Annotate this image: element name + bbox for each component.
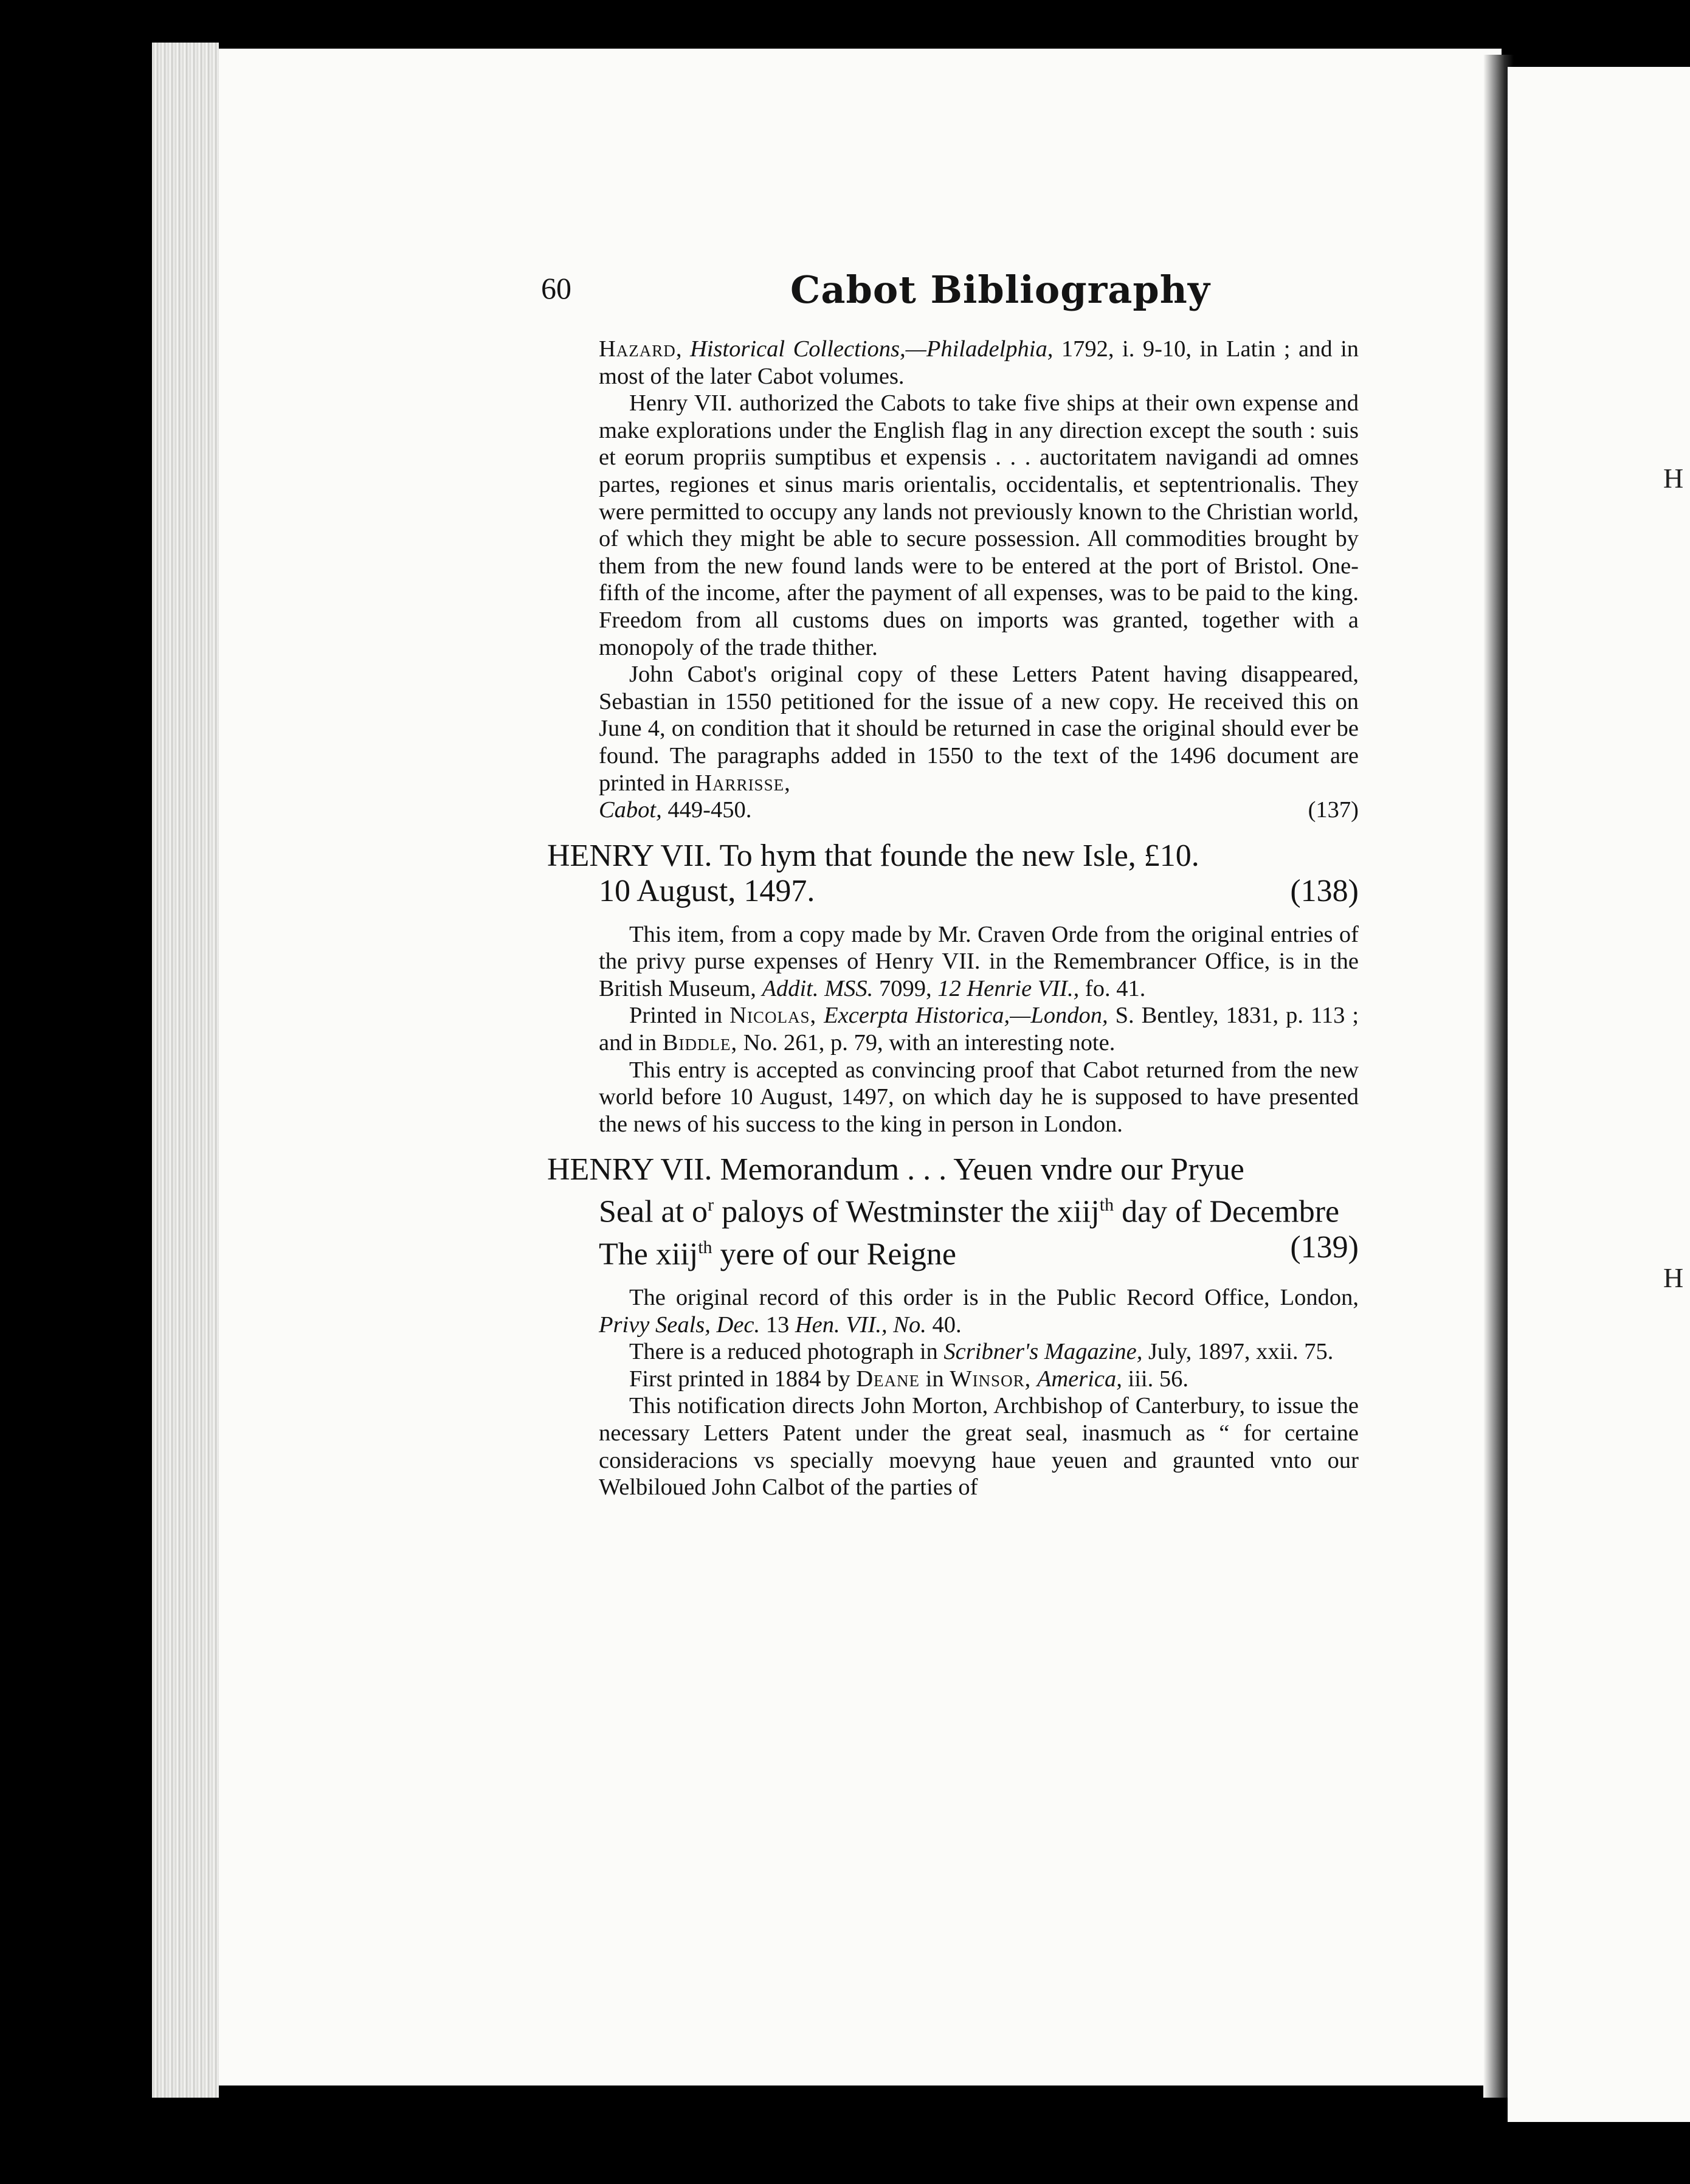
- paragraph-text: S. Bentley, 1831, p. 113 ; and in: [599, 1003, 1359, 1056]
- facing-page-letter: H: [1663, 463, 1684, 494]
- heading-fragment: day of Decembre: [1114, 1194, 1340, 1229]
- paragraph-text: This item, from a copy made by Mr. Craven Orde from the original entries of the privy purse expenses of Henry VII. in the Remembrancer Office, is in the British Museum,: [599, 921, 1359, 1001]
- entry-139-heading: [547, 1152, 1359, 1272]
- citation-details: 449-450.: [667, 797, 752, 823]
- paragraph-text: in: [925, 1366, 944, 1392]
- entry-139-paragraph: [599, 1284, 1359, 1338]
- entry-number: (137): [1308, 797, 1359, 823]
- paragraph-text: First printed in 1884 by: [629, 1366, 850, 1392]
- running-title: Cabot Bibliography: [790, 268, 1210, 312]
- work-title: Addit. MSS.: [762, 975, 874, 1001]
- citation-details: Latin ; and in most of the later Cabot volumes.: [599, 336, 1359, 389]
- author-name: Biddle,: [662, 1030, 738, 1056]
- heading-fragment: yere of our Reigne: [712, 1237, 956, 1272]
- entry-139-paragraph: [599, 1338, 1359, 1366]
- work-title: Privy Seals, Dec.: [599, 1311, 760, 1338]
- paragraph-text: fo. 41.: [1085, 975, 1146, 1001]
- work-title: Historical Collections,—Philadelphia,: [689, 336, 1054, 362]
- paragraph-text: Printed in: [629, 1003, 723, 1029]
- work-title: 12 Henrie VII.,: [937, 975, 1080, 1001]
- page-number: 60: [541, 271, 571, 305]
- entry-138-heading: [547, 838, 1359, 909]
- entry-number: (139): [1290, 1229, 1359, 1265]
- author-name: Deane: [856, 1366, 920, 1392]
- facing-page: [1508, 67, 1690, 2122]
- author-name: Harrisse,: [695, 770, 791, 796]
- paragraph-text: The original record of this order is in the Public Record Office, London,: [629, 1285, 1359, 1311]
- entry-139-paragraph: This notification directs John Morton, Archbishop of Canterbury, to issue the necessary Letters Patent under the great seal, inasmuch as “ for certaine consideracions vs specially moevyng haue yeuen and graunted vnto our Welbiloued John Calbot of the parties of: [599, 1393, 1359, 1501]
- paragraph-text: There is a reduced photograph in: [629, 1339, 938, 1365]
- work-title: Scribner's Magazine,: [943, 1339, 1143, 1365]
- citation-details: 1792, i. 9-10, in: [1061, 336, 1218, 362]
- superscript: r: [708, 1195, 714, 1215]
- superscript: th: [1099, 1195, 1114, 1215]
- entry-137-paragraph: [599, 661, 1359, 797]
- entry-138-paragraph: [599, 921, 1359, 1003]
- paragraph-text: 13: [765, 1311, 790, 1338]
- text-block: [547, 336, 1359, 1501]
- work-title: Excerpta Historica,—London,: [824, 1003, 1108, 1029]
- paragraph-text: John Cabot's original copy of these Letters Patent having disappeared, Sebastian in 1550 petitioned for the issue of a new copy. He received this on June 4, on condition that it should be returned in case the original should ever be found. The paragraphs added in 1550 to the text of the 1496 document are printed in: [599, 662, 1359, 796]
- entry-137-citation: Hazard, Historical Collections,—Philadelphia, 1792, i. 9-10, in Latin ; and in most of the later Cabot volumes.: [599, 336, 1359, 389]
- entry-heading-text: HENRY VII. To hym that founde the new Isle, £10.: [547, 838, 1199, 873]
- entry-heading-text: HENRY VII. Memorandum . . . Yeuen vndre our Pryue: [547, 1152, 1244, 1187]
- paragraph-text: 7099,: [878, 975, 932, 1001]
- heading-fragment: The xiij: [599, 1237, 698, 1272]
- paragraph-text: iii. 56.: [1128, 1366, 1188, 1392]
- paragraph-text: No. 261, p. 79, with an interesting note.: [743, 1030, 1116, 1056]
- superscript: th: [698, 1237, 712, 1257]
- entry-137-paragraph: Henry VII. authorized the Cabots to take five ships at their own expense and make explorations under the English flag in any direction except the south : suis et eorum propriis sumptibus et expensis . . . auctoritatem navigandi ad omnes partes, regiones et sinus maris orientalis, occidentalis, et septentrionalis. They were permitted to occupy any lands not previously known to the Christian world, of which they might be able to secure possession. All commodities brought by them from the new found lands were to be entered at the port of Bristol. One-fifth of the income, after the payment of all expenses, was to be paid to the king. Freedom from all customs dues on imports was granted, together with a monopoly of the trade thither.: [599, 390, 1359, 660]
- entry-138-paragraph: This entry is accepted as convincing proof that Cabot returned from the new world before 10 August, 1497, on which day he is supposed to have presented the news of his success to the king in person in London.: [599, 1057, 1359, 1137]
- entry-139-paragraph: [599, 1366, 1359, 1393]
- paragraph-text: July, 1897, xxii. 75.: [1148, 1339, 1334, 1365]
- page-edge: [152, 43, 219, 2098]
- entry-137-reference-line: [599, 797, 1359, 824]
- entry-heading-text: [599, 1230, 956, 1272]
- author-name: Hazard: [599, 336, 676, 362]
- work-title: Cabot,: [599, 797, 662, 823]
- paragraph-text: 40.: [932, 1311, 962, 1338]
- entry-138-paragraph: [599, 1002, 1359, 1056]
- heading-fragment: Seal at o: [599, 1194, 708, 1229]
- entry-heading-text: 10 August, 1497.: [599, 873, 815, 908]
- heading-fragment: paloys of Westminster the xiij: [714, 1194, 1100, 1229]
- facing-page-letter: H: [1663, 1262, 1684, 1293]
- entry-heading-text: [599, 1187, 1339, 1229]
- work-title: Hen. VII., No.: [795, 1311, 926, 1338]
- author-name: Winsor,: [950, 1366, 1032, 1392]
- author-name: Nicolas,: [729, 1003, 817, 1029]
- entry-number: (138): [1290, 873, 1359, 908]
- work-title: America,: [1036, 1366, 1122, 1392]
